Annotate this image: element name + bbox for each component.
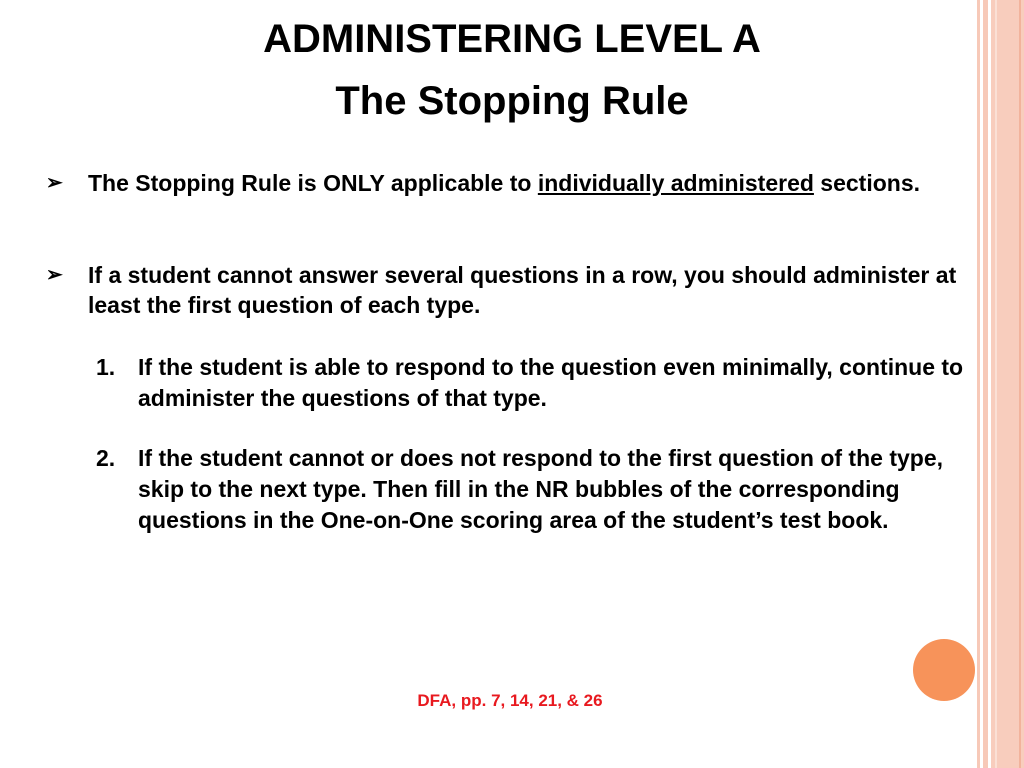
bullet-text: [88, 168, 993, 198]
numbered-item-text: If the student is able to respond to the question even minimally, continue to administer the questions of that type.: [138, 354, 964, 411]
bullet-text-part: sections.: [813, 170, 921, 196]
item-number: 1.: [96, 354, 116, 380]
arrow-bullet-icon: ➢: [46, 264, 63, 286]
bullet-text: If a student cannot answer several questions in a row, you should administer at least the first question of each type.: [88, 262, 957, 318]
slide-subtitle: The Stopping Rule: [335, 79, 689, 123]
bullet-text-part: The Stopping Rule is ONLY applicable to: [88, 170, 538, 196]
item-number: 2.: [96, 445, 116, 471]
slide-title: ADMINISTERING LEVEL A: [263, 17, 761, 61]
numbered-item-text: If the student cannot or does not respond to the first question of the type, skip to the next type. Then fill in the NR bubbles of the corresponding questions in the One-on-One scoring area of the student’s test book.: [138, 445, 943, 533]
border-stripe: [995, 0, 997, 768]
underlined-text: individually administered: [537, 170, 814, 196]
decorative-circle-icon: [913, 639, 975, 701]
citation: DFA, pp. 7, 14, 21, & 26: [417, 691, 603, 710]
border-stripe: [1019, 0, 1021, 768]
arrow-bullet-icon: ➢: [46, 172, 63, 194]
